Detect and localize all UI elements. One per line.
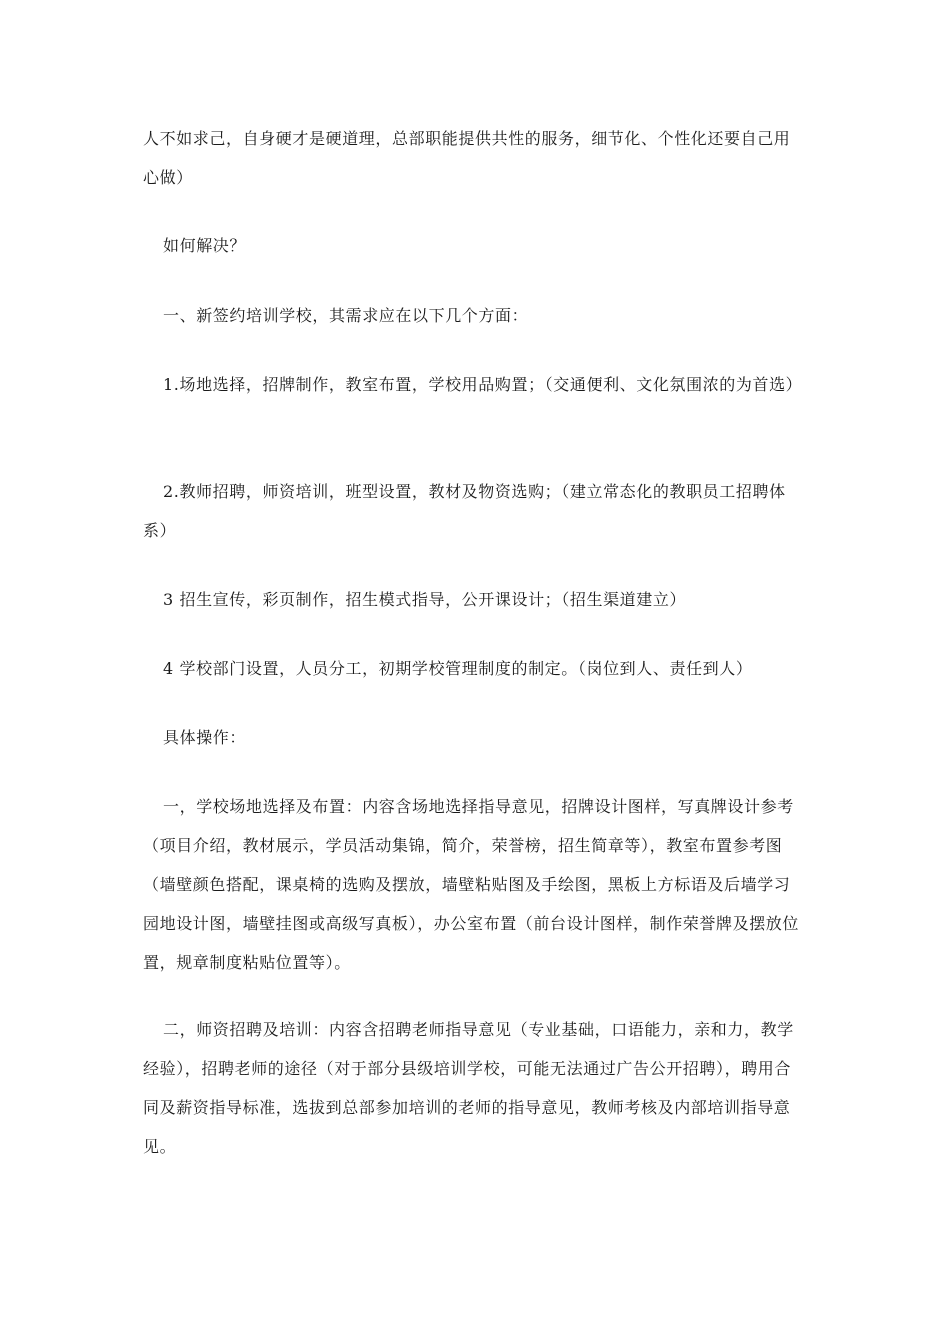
paragraph-needs-intro: 一、新签约培训学校，其需求应在以下几个方面： xyxy=(163,306,529,325)
paragraph-need-1: 1.场地选择，招牌制作，教室布置，学校用品购置；（交通便利、文化氛围浓的为首选） xyxy=(163,375,803,394)
paragraph-operations-heading: 具体操作： xyxy=(163,728,247,747)
paragraph-how-to-solve: 如何解决？ xyxy=(163,236,247,255)
paragraph-continuation: 人不如求己，自身硬才是硬道理，总部职能提供共性的服务，细节化、个性化还要自己用心做） xyxy=(143,129,791,187)
paragraph-teacher-recruitment: 二，师资招聘及培训：内容含招聘老师指导意见（专业基础，口语能力，亲和力，教学经验），招聘老师的途径（对于部分县级培训学校，可能无法通过广告公开招聘），聘用合同及薪资指导标准，选拔到总部参加培训的老师的指导意见，教师考核及内部培训指导意见。 xyxy=(143,1020,794,1156)
paragraph-site-selection: 一，学校场地选择及布置：内容含场地选择指导意见，招牌设计图样，写真牌设计参考（项目介绍，教材展示，学员活动集锦，简介，荣誉榜，招生简章等），教室布置参考图（墙壁颜色搭配，课桌椅的选购及摆放，墙壁粘贴图及手绘图，黑板上方标语及后墙学习园地设计图，墙壁挂图或高级写真板），办公室布置（前台设计图样，制作荣誉牌及摆放位置，规章制度粘贴位置等）。 xyxy=(143,797,800,972)
paragraph-need-4: 4 学校部门设置，人员分工，初期学校管理制度的制定。（岗位到人、责任到人） xyxy=(163,659,753,678)
paragraph-need-2: 2.教师招聘，师资培训，班型设置，教材及物资选购；（建立常态化的教职员工招聘体系） xyxy=(143,482,786,540)
paragraph-need-3: 3 招生宣传，彩页制作，招生模式指导，公开课设计；（招生渠道建立） xyxy=(163,590,687,609)
